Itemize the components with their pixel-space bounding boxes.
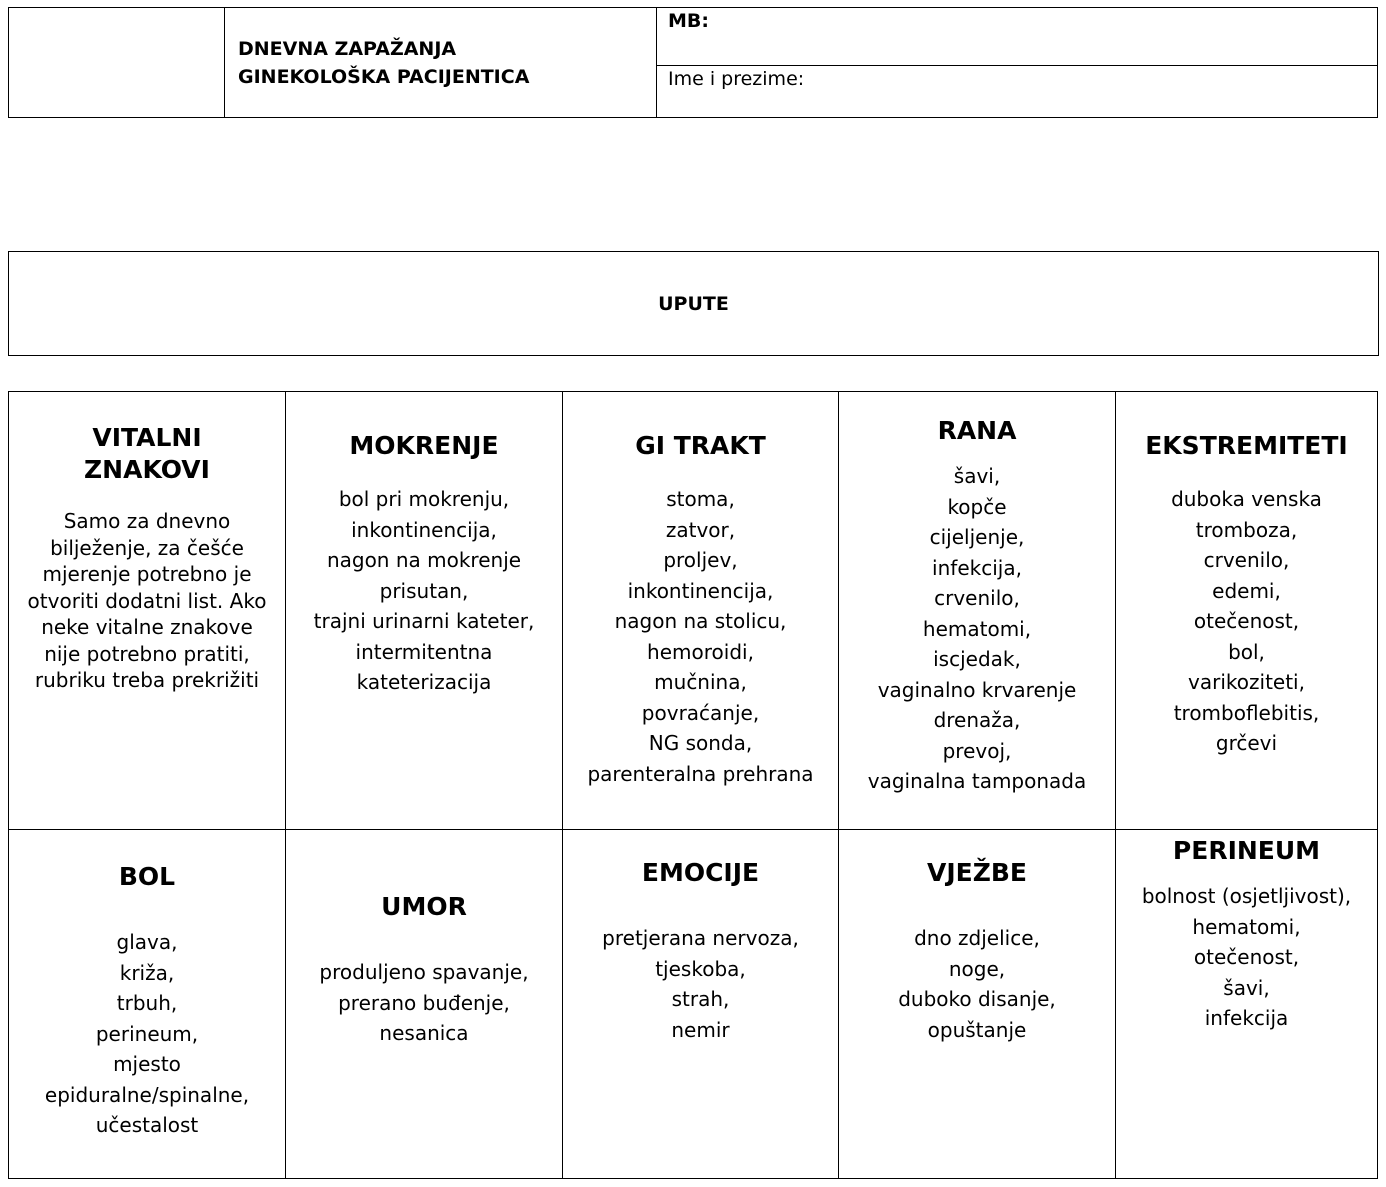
cell-item: nesanica — [379, 1021, 469, 1045]
cell-item: bol, — [1228, 639, 1265, 664]
cell-item: nagon na stolicu, — [614, 609, 787, 633]
cell-item: povraćanje, — [641, 700, 760, 725]
form-title-line2: GINEKOLOŠKA PACIJENTICA — [238, 66, 530, 88]
cell-item: otečenost, — [1193, 609, 1300, 633]
cell-title: EKSTREMITETI — [1145, 431, 1348, 460]
cell-item: intermitentna kateterizacija — [355, 639, 493, 694]
cell-item: otečenost, — [1193, 945, 1300, 969]
mb-field[interactable] — [656, 8, 1377, 66]
instructions-box — [8, 251, 1379, 356]
cell-item: produljeno spavanje, — [319, 960, 529, 984]
cell-item: duboka venska — [1171, 487, 1322, 511]
cell-vitalni-znakovi — [9, 392, 286, 830]
cell-item: varikoziteti, — [1188, 670, 1305, 694]
cell-item: parenteralna prehrana — [587, 761, 814, 786]
cell-title: RANA — [937, 416, 1017, 445]
cell-emocije — [563, 830, 839, 1178]
cell-item: NG sonda, — [648, 731, 753, 755]
cell-item: dno zdjelice, — [914, 926, 1040, 950]
logo-cell — [9, 8, 225, 117]
cell-title: PERINEUM — [1172, 836, 1321, 865]
cell-item: šavi, — [953, 464, 1001, 488]
cell-title: VJEŽBE — [927, 858, 1027, 887]
cell-items — [9, 508, 285, 694]
cell-item: mjesto — [113, 1052, 181, 1076]
cell-item: nemir — [671, 1017, 730, 1042]
cell-item: epiduralne/spinalne, — [44, 1082, 250, 1107]
cell-item: iscjedak, — [933, 647, 1021, 671]
cell-ekstremiteti — [1116, 392, 1377, 830]
cell-items — [1116, 484, 1377, 759]
cell-items — [839, 461, 1115, 797]
patient-info-cell — [656, 8, 1377, 117]
cell-mokrenje — [286, 392, 563, 830]
cell-item: crvenilo, — [1203, 548, 1290, 572]
cell-item: bol pri mokrenju, — [338, 487, 510, 511]
cell-items — [9, 927, 285, 1141]
cell-item: bolnost (osjetljivost), — [1141, 884, 1352, 908]
cell-item: trajni urinarni kateter, — [313, 609, 535, 633]
cell-item: mučnina, — [654, 670, 747, 694]
cell-rana — [839, 392, 1116, 830]
cell-item: pretjerana nervoza, — [602, 926, 799, 950]
cell-items — [286, 957, 562, 1049]
cell-item: Samo za dnevno bilježenje, za češće mjerenje potrebno je otvoriti dodatni list. Ako neke vitalne znakove nije potrebno pratiti, rubriku treba prekrižiti — [27, 509, 267, 692]
cell-item: vaginalna tamponada — [867, 769, 1087, 793]
cell-items — [1116, 881, 1377, 1034]
cell-item: hematomi, — [1192, 914, 1301, 939]
cell-item: učestalost — [95, 1113, 199, 1137]
cell-items — [286, 484, 562, 698]
instructions-title: UPUTE — [658, 292, 729, 315]
cell-item: infekcija, — [932, 555, 1022, 580]
cell-item: drenaža, — [933, 708, 1021, 732]
cell-item: noge, — [948, 956, 1006, 981]
observation-grid — [8, 391, 1378, 1179]
form-title-line1: DNEVNA ZAPAŽANJA — [238, 38, 457, 60]
cell-item: tromboza, — [1195, 517, 1298, 542]
cell-item: edemi, — [1212, 578, 1281, 603]
cell-item: šavi, — [1223, 975, 1270, 1000]
cell-item: inkontinencija, — [351, 517, 497, 542]
cell-items — [839, 923, 1115, 1045]
cell-item: nagon na mokrenje prisutan, — [326, 548, 522, 603]
cell-umor — [286, 830, 563, 1178]
cell-title: VITALNI ZNAKOVI — [84, 423, 210, 484]
cell-item: crvenilo, — [934, 586, 1020, 610]
cell-item: perineum, — [95, 1021, 199, 1046]
cell-gi-trakt — [563, 392, 839, 830]
cell-item: tromboflebitis, — [1173, 700, 1320, 725]
cell-title: EMOCIJE — [641, 858, 760, 887]
cell-title: BOL — [118, 862, 176, 891]
cell-item: strah, — [671, 987, 730, 1011]
cell-item: hemoroidi, — [647, 639, 754, 664]
cell-item: cijeljenje, — [929, 525, 1025, 549]
cell-item: kopče — [947, 494, 1007, 519]
cell-item: trbuh, — [116, 991, 178, 1015]
cell-items — [563, 484, 838, 789]
cell-item: prevoj, — [942, 738, 1012, 763]
cell-title: UMOR — [381, 892, 467, 921]
cell-item: hematomi, — [922, 616, 1032, 641]
cell-vježbe — [839, 830, 1116, 1178]
cell-item: tjeskoba, — [655, 956, 746, 981]
cell-item: vaginalno krvarenje — [877, 677, 1077, 702]
cell-item: stoma, — [666, 487, 735, 511]
mb-label: MB: — [668, 10, 709, 32]
cell-item: opuštanje — [927, 1017, 1027, 1042]
cell-item: inkontinencija, — [627, 578, 774, 603]
cell-item: grčevi — [1215, 731, 1278, 755]
cell-item: zatvor, — [665, 517, 736, 542]
cell-item: infekcija — [1204, 1006, 1289, 1030]
cell-title: MOKRENJE — [349, 431, 499, 460]
name-field-label[interactable]: Ime i prezime: — [668, 68, 805, 90]
cell-item: glava, — [116, 930, 178, 954]
form-title-cell — [224, 8, 657, 117]
cell-item: proljev, — [663, 548, 738, 572]
cell-item: duboko disanje, — [898, 987, 1056, 1011]
cell-item: prerano buđenje, — [338, 990, 510, 1015]
cell-perineum — [1116, 830, 1377, 1178]
header-table — [8, 7, 1378, 118]
cell-bol — [9, 830, 286, 1178]
cell-item: križa, — [119, 960, 175, 985]
cell-items — [563, 923, 838, 1045]
cell-title: GI TRAKT — [635, 431, 766, 460]
